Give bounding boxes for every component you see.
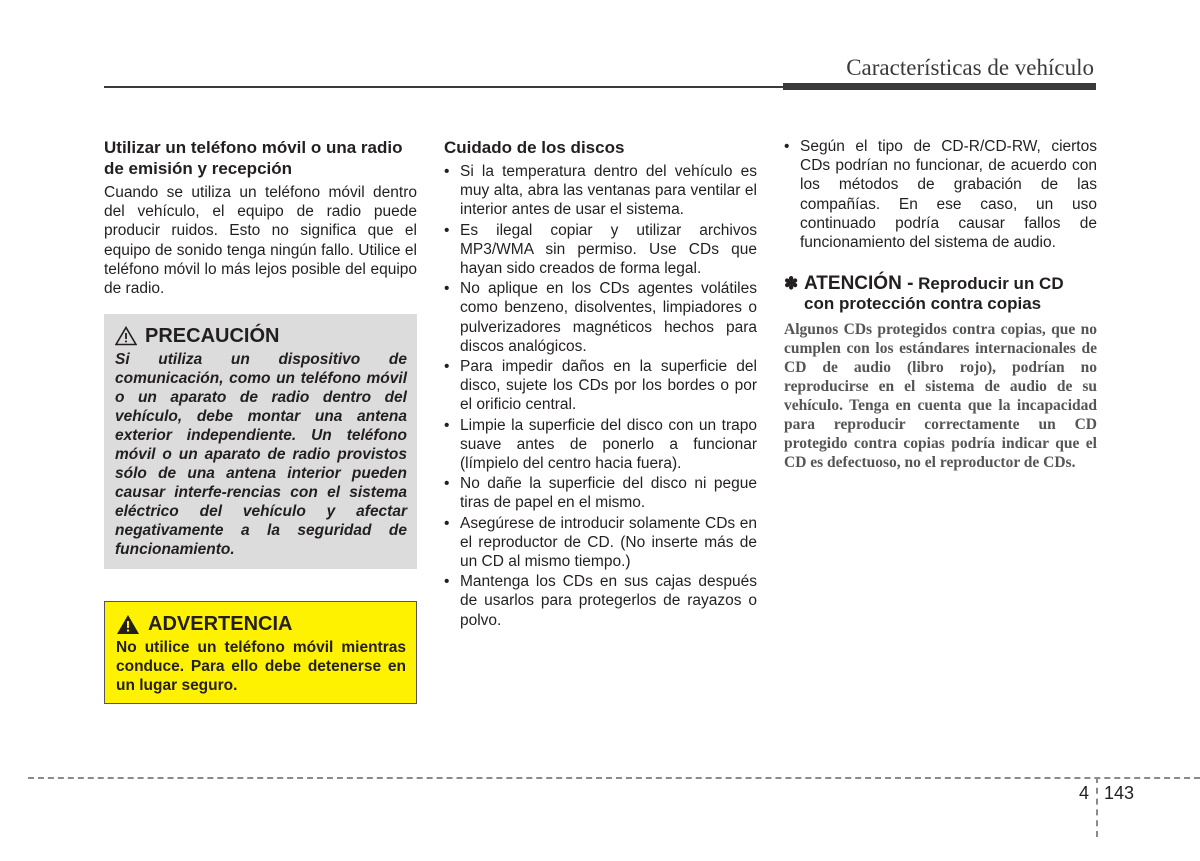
- column-left: [104, 137, 417, 704]
- bullet-icon: •: [444, 280, 450, 298]
- list-item: • Para impedir daños en la superficie del disco, sujete los CDs por los bordes o por el orificio central.: [444, 358, 757, 414]
- warning-triangle-outline-icon: [115, 326, 137, 346]
- list-item: • Asegúrese de introducir solamente CDs en el reproductor de CD. (No inserte más de un CD al mismo tiempo.): [444, 514, 757, 571]
- asterisk-icon: ✽: [784, 274, 799, 294]
- warning-header: [116, 612, 406, 636]
- warning-box: [104, 601, 417, 704]
- caution-box: [104, 314, 417, 569]
- page-header-title: Características de vehículo: [846, 55, 1094, 80]
- bullet-icon: •: [444, 416, 450, 434]
- caution-title: PRECAUCIÓN: [145, 325, 280, 348]
- warning-text: No utilice un teléfono móvil mientras conduce. Para ello debe detenerse en un lugar seguro.: [116, 639, 406, 695]
- chapter-number: 4: [1079, 783, 1090, 803]
- attention-heading: [784, 274, 1097, 314]
- footer-vertical-divider: [1096, 777, 1098, 837]
- list-item: • Es ilegal copiar y utilizar archivos MP3/WMA sin permiso. Use CDs que hayan sido creados de forma legal.: [444, 221, 757, 278]
- list-item: • Según el tipo de CD-R/CD-RW, ciertos CDs podrían no funcionar, de acuerdo con los métodos de grabación de las compañías. En ese caso, un uso continuado podría causar fallos de funcionamiento del sistema de audio.: [784, 138, 1097, 252]
- bullet-icon: •: [444, 358, 450, 376]
- footer-divider: [28, 777, 1200, 779]
- bullet-icon: •: [444, 573, 450, 591]
- section-title-mobile-phone: Utilizar un teléfono móvil o una radio de emisión y recepción: [104, 138, 403, 178]
- header-rule-accent: [783, 83, 1096, 90]
- attention-text: Algunos CDs protegidos contra copias, que no cumplen con los estándares internacionales de CD de audio (libro rojo), podrían no reproducirse en el sistema de audio de su vehículo. Tenga en cuenta que la incapacidad para reproducir correctamente un CD protegido contra copias podría indicar que el CD es defectuoso, no el reproductor de CDs.: [784, 321, 1097, 472]
- cd-type-list: [784, 137, 1097, 252]
- bullet-icon: •: [784, 138, 790, 155]
- bullet-icon: •: [444, 514, 450, 532]
- bullet-icon: •: [444, 475, 450, 493]
- mobile-phone-paragraph: Cuando se utiliza un teléfono móvil dentro del vehículo, el equipo de radio puede producir ruidos. Esto no significa que el equipo de sonido tenga ningún fallo. Utilice el teléfono móvil lo más lejos posible del equipo de radio.: [104, 184, 417, 298]
- bullet-icon: •: [444, 221, 450, 239]
- column-middle: [444, 137, 757, 631]
- disc-care-list: [444, 162, 757, 630]
- attention-label: ATENCIÓN -: [804, 273, 914, 295]
- list-item: • Limpie la superficie del disco con un trapo suave antes de ponerlo a funcionar (límpielo del centro hacia fuera).: [444, 416, 757, 473]
- list-item: • No dañe la superficie del disco ni pegue tiras de papel en el mismo.: [444, 475, 757, 512]
- warning-title: ADVERTENCIA: [148, 613, 293, 636]
- caution-header: [115, 324, 407, 348]
- warning-triangle-icon: [116, 614, 140, 635]
- attention-title: Reproducir un CD con protección contra copias: [804, 274, 1064, 314]
- list-item: • No aplique en los CDs agentes volátiles como benzeno, disolventes, limpiadores o pulverizadores magnéticos hechos para discos analógicos.: [444, 280, 757, 355]
- caution-text: Si utiliza un dispositivo de comunicación, como un teléfono móvil o un aparato de radio dentro del vehículo, debe montar una antena exterior independiente. Un teléfono móvil o un aparato de radio provistos sólo de una antena interior pueden causar interfe-rencias con el sistema eléctrico del vehículo y afectar negativamente a la seguridad de funcionamiento.: [115, 351, 407, 559]
- page-number: 143: [1104, 783, 1135, 803]
- list-item: • Si la temperatura dentro del vehículo es muy alta, abra las ventanas para ventilar el interior antes de usar el sistema.: [444, 163, 757, 219]
- section-title-disc-care: Cuidado de los discos: [444, 138, 625, 157]
- column-right: [784, 137, 1097, 472]
- list-item: • Mantenga los CDs en sus cajas después de usarlos para protegerlos de rayazos o polvo.: [444, 573, 757, 629]
- bullet-icon: •: [444, 163, 450, 180]
